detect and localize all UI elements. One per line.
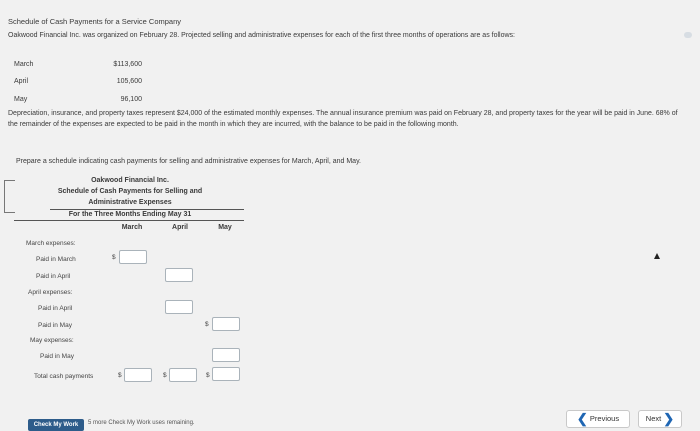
row-label-paid-in-may: Paid in May bbox=[38, 322, 72, 329]
schedule-title-line2: Administrative Expenses bbox=[88, 199, 172, 206]
col-header-may: May bbox=[218, 224, 232, 231]
input-march-paid-in-march[interactable] bbox=[119, 250, 147, 264]
input-april-paid-in-april-2[interactable] bbox=[165, 300, 193, 314]
schedule-period: For the Three Months Ending May 31 bbox=[68, 211, 192, 218]
chevron-left-icon: ❮ bbox=[576, 411, 588, 427]
next-label: Next bbox=[645, 414, 662, 423]
row-label-may-expenses: May expenses: bbox=[30, 337, 74, 344]
chevron-right-icon: ❯ bbox=[663, 411, 675, 427]
dollar-sign: $ bbox=[205, 321, 209, 328]
row-label-paid-in-april: Paid in April bbox=[36, 273, 71, 280]
previous-button[interactable] bbox=[566, 410, 630, 428]
toggle-icon[interactable] bbox=[684, 32, 692, 38]
expense-month-march: March bbox=[14, 61, 34, 68]
check-my-work-button[interactable]: Check My Work bbox=[28, 419, 84, 431]
row-label-march-expenses: March expenses: bbox=[26, 240, 76, 247]
row-label-total: Total cash payments bbox=[34, 373, 94, 380]
col-header-march: March bbox=[121, 224, 143, 231]
input-april-paid-in-april[interactable] bbox=[165, 268, 193, 282]
dollar-sign: $ bbox=[112, 254, 116, 261]
header-bracket bbox=[4, 180, 15, 213]
problem-paragraph: Depreciation, insurance, and property taxes represent $24,000 of the estimated monthly expenses. The annual insurance premium was paid on February 28, and property taxes for the year will be paid in June. 68% of the remainder of the expenses are expected to be paid in the month in which they are incurred, with the balance to be paid in the following month. bbox=[8, 110, 678, 128]
previous-label: Previous bbox=[589, 414, 620, 423]
next-button[interactable] bbox=[638, 410, 682, 428]
input-total-april[interactable] bbox=[169, 368, 197, 382]
col-header-april: April bbox=[172, 224, 188, 231]
mouse-cursor-icon bbox=[654, 253, 660, 259]
expense-month-april: April bbox=[14, 78, 29, 85]
input-total-may[interactable] bbox=[212, 367, 240, 381]
check-remaining-text: 5 more Check My Work uses remaining. bbox=[88, 420, 195, 426]
dollar-sign: $ bbox=[206, 372, 210, 379]
dollar-sign: $ bbox=[163, 372, 167, 379]
schedule-title-line1: Schedule of Cash Payments for Selling and bbox=[57, 188, 203, 195]
input-may-paid-in-may[interactable] bbox=[212, 317, 240, 331]
input-total-march[interactable] bbox=[124, 368, 152, 382]
input-may-paid-in-may-2[interactable] bbox=[212, 348, 240, 362]
expense-amount-march: $113,600 bbox=[113, 61, 142, 68]
expense-month-may: May bbox=[14, 96, 28, 103]
problem-title: Schedule of Cash Payments for a Service Company bbox=[8, 17, 182, 26]
expense-amount-may: 96,100 bbox=[120, 96, 142, 103]
row-label-paid-in-april-2: Paid in April bbox=[38, 305, 73, 312]
header-rule bbox=[50, 209, 244, 210]
row-label-paid-in-may-2: Paid in May bbox=[40, 353, 74, 360]
row-label-april-expenses: April expenses: bbox=[28, 289, 73, 296]
period-rule bbox=[14, 220, 244, 221]
schedule-company: Oakwood Financial Inc. bbox=[91, 177, 169, 184]
row-label-paid-in-march: Paid in March bbox=[36, 256, 76, 263]
expense-amount-april: 105,600 bbox=[116, 78, 142, 85]
problem-intro: Oakwood Financial Inc. was organized on February 28. Projected selling and administrative expenses for each of the first three months of operations are as follows: bbox=[8, 32, 515, 39]
problem-prompt: Prepare a schedule indicating cash payments for selling and administrative expenses for March, April, and May. bbox=[16, 158, 361, 165]
dollar-sign: $ bbox=[118, 372, 122, 379]
